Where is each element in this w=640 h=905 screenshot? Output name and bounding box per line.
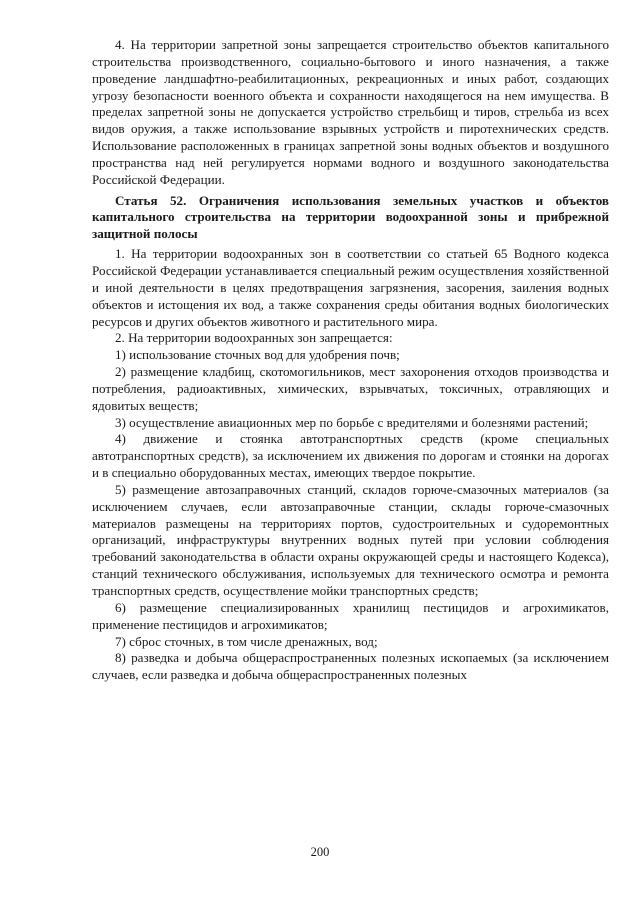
page-number: 200 [310,845,330,859]
article-heading: Статья 52. Ограничения использования земельных участков и объектов капитального строительства на территории водоохранной зоны и прибрежной защитной полосы [92,192,609,242]
list-item-7: 7) сброс сточных, в том числе дренажных, вод; [115,633,378,649]
paragraph-restricted-zone: 4. На территории запретной зоны запрещается строительство объектов капитального строительства производственного, социально-бытового и иного назначения, а также проведение ландшафтно-реабилитационных, рекреационных и иных работ, создающих угрозу безопасности военного объекта и сохранности находящегося на нем имущества. В пределах запретной зоны не допускается устройство стрельбищ и тиров, стрельба из всех видов оружия, а также использование взрывных устройств и пиротехнических средств. Использование расположенных в границах запретной зоны водных объектов и воздушного пространства над ней регулируется нормами водного и воздушного законодательства Российской Федерации. [92,37,609,187]
paragraph-1: 1. На территории водоохранных зон в соответствии со статьей 65 Водного кодекса Российской Федерации устанавливается специальный режим осуществления хозяйственной и иной деятельности в целях предотвращения загрязнения, засорения, заиления водных объектов и истощения их вод, а также сохранения среды обитания водных биологических ресурсов и других объектов животного и растительного мира. [92,246,609,329]
list-item-5: 5) размещение автозаправочных станций, складов горюче-смазочных материалов (за исключением случаев, если автозаправочные станции, склады горюче-смазочных материалов размещены на территориях портов, судостроительных и судоремонтных организаций, инфраструктуры внутренних водных путей при условии соблюдения требований законодательства в области охраны окружающей среды и настоящего Кодекса), станций технического обслуживания, используемых для технического осмотра и ремонта транспортных средств, осуществление мойки транспортных средств; [92,481,609,598]
list-item-6: 6) размещение специализированных хранилищ пестицидов и агрохимикатов, применение пестицидов и агрохимикатов; [92,599,609,632]
paragraph-2: 2. На территории водоохранных зон запрещается: [115,330,393,346]
list-item-2: 2) размещение кладбищ, скотомогильников, мест захоронения отходов производства и потребления, радиоактивных, химических, взрывчатых, токсичных, отравляющих и ядовитых веществ; [92,364,609,413]
document-page [92,37,609,684]
list-item-3: 3) осуществление авиационных мер по борьбе с вредителями и болезнями растений; [115,414,589,430]
list-item-1: 1) использование сточных вод для удобрения почв; [115,347,400,363]
list-item-4: 4) движение и стоянка автотранспортных средств (кроме специальных автотранспортных средств), за исключением их движения по дорогам и стоянки на дорогах и в специально оборудованных местах, имеющих твердое покрытие. [92,431,609,481]
list-item-8: 8) разведка и добыча общераспространенных полезных ископаемых (за исключением случаев, если разведка и добыча общераспространенных полезных [92,650,609,683]
